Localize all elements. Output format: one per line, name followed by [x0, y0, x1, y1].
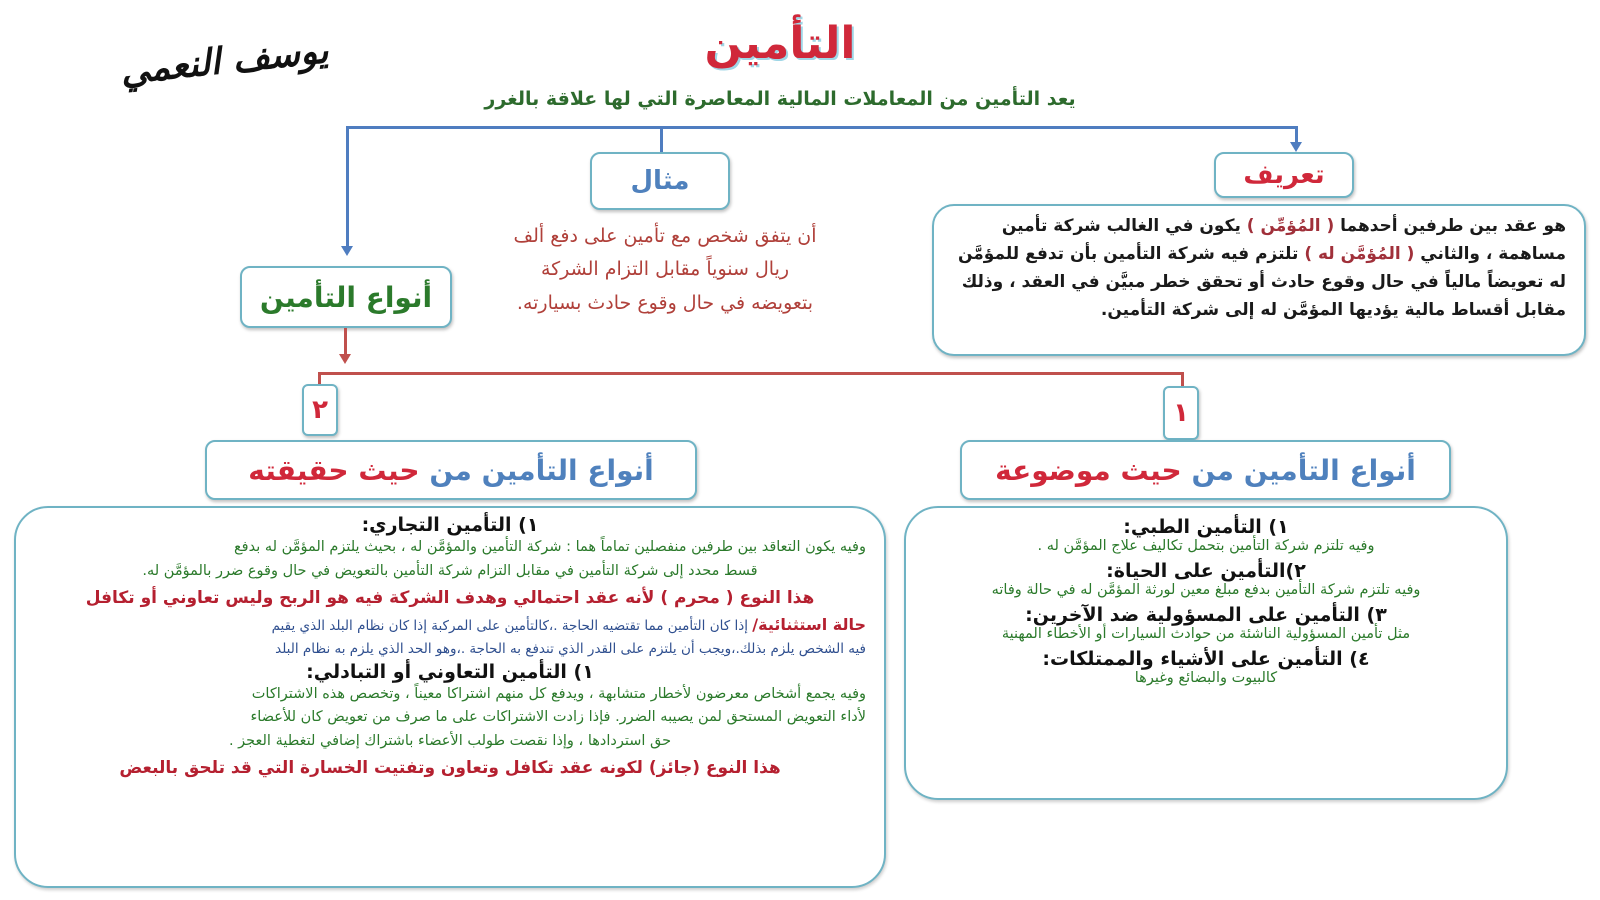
definition-heading: تعريف — [1214, 152, 1354, 198]
liability-insurance-title: ٣) التأمين على المسؤولية ضد الآخرين: — [1025, 604, 1387, 626]
cooperative-line-2: لأداء التعويض المستحق لمن يصيبه الضرر. فإذا زادت الاشتراكات على ما صرف من تعويض كان للأعضاء — [250, 709, 866, 726]
example-line-2: ريال سنوياً مقابل التزام الشركة — [540, 258, 790, 281]
property-insurance-title: ٤) التأمين على الأشياء والممتلكات: — [1042, 648, 1370, 670]
types-arrow — [339, 354, 351, 364]
exception-line-1: حالة استثنائية/ إذا كان التأمين مما تقتضيه الحاجة .،كالتأمين على المركبة إذا كان نظام البلد الذي يقيم — [271, 614, 866, 634]
types-by-nature-heading — [205, 440, 697, 500]
page-subtitle: يعد التأمين من المعاملات المالية المعاصرة التي لها علاقة بالغرر — [484, 88, 1076, 110]
example-heading: مثال — [590, 152, 730, 210]
by-nature-suffix: حيث حقيقته — [248, 453, 420, 487]
page-title: التأمين — [704, 18, 856, 69]
commercial-ruling: هذا النوع ( محرم ) لأنه عقد احتمالي وهدف الشركة فيه هو الربح وليس تعاوني أو تكافل — [85, 587, 815, 608]
by-subject-panel — [904, 506, 1508, 800]
life-insurance-desc: وفيه تلتزم شركة التأمين بدفع مبلغ معين لورثة المؤمَّن له في حالة وفاته — [991, 582, 1421, 598]
definition-line-1: هو عقد بين طرفين أحدهما ( المُؤمِّن ) يكون في الغالب شركة تأمين — [1001, 216, 1566, 236]
types-by-subject-heading — [960, 440, 1451, 500]
liability-insurance-desc: مثل تأمين المسؤولية الناشئة من حوادث السيارات أو الأخطاء المهنية — [1001, 626, 1411, 642]
cooperative-line-1: وفيه يجمع أشخاص معرضون لأخطار متشابهة ، ويدفع كل منهم اشتراكا معيناً ، وتخصص هذه الاشتراكات — [251, 685, 866, 702]
types-branch — [318, 372, 1184, 375]
medical-insurance-desc: وفيه تلتزم شركة التأمين بتحمل تكاليف علاج المؤمَّن له . — [1037, 538, 1375, 554]
by-subject-suffix: حيث موضوعة — [995, 453, 1182, 487]
commercial-line-2: قسط محدد إلى شركة التأمين في مقابل التزام شركة التأمين بالتعويض في حال وقوع ضرر بالمؤمَّن له. — [142, 562, 758, 579]
cooperative-line-3: حق استردادها ، وإذا نقصت طولب الأعضاء باشتراك إضافي لتغطية العجز . — [228, 733, 672, 750]
example-line-1: أن يتفق شخص مع تأمين على دفع ألف — [513, 225, 817, 247]
by-subject-prefix: أنواع التأمين من — [1191, 453, 1416, 487]
example-line-3: بتعويضه في حال وقوع حادث بسيارته. — [516, 291, 814, 314]
author-signature: يوسف النعمي — [118, 29, 331, 93]
branch-right — [1181, 372, 1184, 386]
by-nature-prefix: أنواع التأمين من — [429, 453, 654, 487]
definition-panel — [932, 204, 1586, 356]
cooperative-insurance-title: ١) التأمين التعاوني أو التبادلي: — [306, 660, 594, 683]
definition-line-3: له تعويضاً مالياً في حال وقوع حادث أو تحقق خطر مبيَّن في العقد ، وذلك — [961, 272, 1566, 293]
connector-left — [346, 126, 349, 246]
life-insurance-title: ٢)التأمين على الحياة: — [1106, 560, 1306, 582]
example-text — [470, 220, 860, 320]
definition-line-2: مساهمة ، والثاني ( المُؤمَّن له ) تلتزم فيه شركة التأمين بأن تدفع للمؤمَّن — [957, 244, 1566, 265]
top-connector — [346, 126, 1298, 129]
number-2-badge: ٢ — [302, 384, 338, 436]
arrow-to-types — [341, 246, 353, 256]
exception-line-2: فيه الشخص يلزم بذلك.،ويجب أن يلتزم على القدر الذي تندفع به الحاجة .،وهو الحد الذي يلزم به نظام البلد — [275, 641, 866, 658]
types-stem — [344, 328, 347, 356]
cooperative-ruling: هذا النوع (جائز) لكونه عقد تكافل وتعاون وتفتيت الخسارة التي قد تلحق بالبعض — [119, 758, 781, 779]
arrow-to-definition — [1290, 142, 1302, 152]
definition-line-4: مقابل أقساط مالية يؤديها المؤمَّن له إلى شركة التأمين. — [1100, 300, 1566, 321]
connector-middle — [660, 126, 663, 152]
commercial-insurance-title: ١) التأمين التجاري: — [361, 514, 539, 536]
by-nature-panel — [14, 506, 886, 888]
property-insurance-desc: كالبيوت والبضائع وغيرها — [1134, 670, 1278, 686]
number-1-badge: ١ — [1163, 386, 1199, 440]
commercial-line-1: وفيه يكون التعاقد بين طرفين منفصلين تماماً هما : شركة التأمين والمؤمَّن له ، بحيث يلتزم المؤمَّن له بدفع — [233, 539, 866, 555]
medical-insurance-title: ١) التأمين الطبي: — [1123, 516, 1289, 538]
types-heading: أنواع التأمين — [240, 266, 452, 328]
